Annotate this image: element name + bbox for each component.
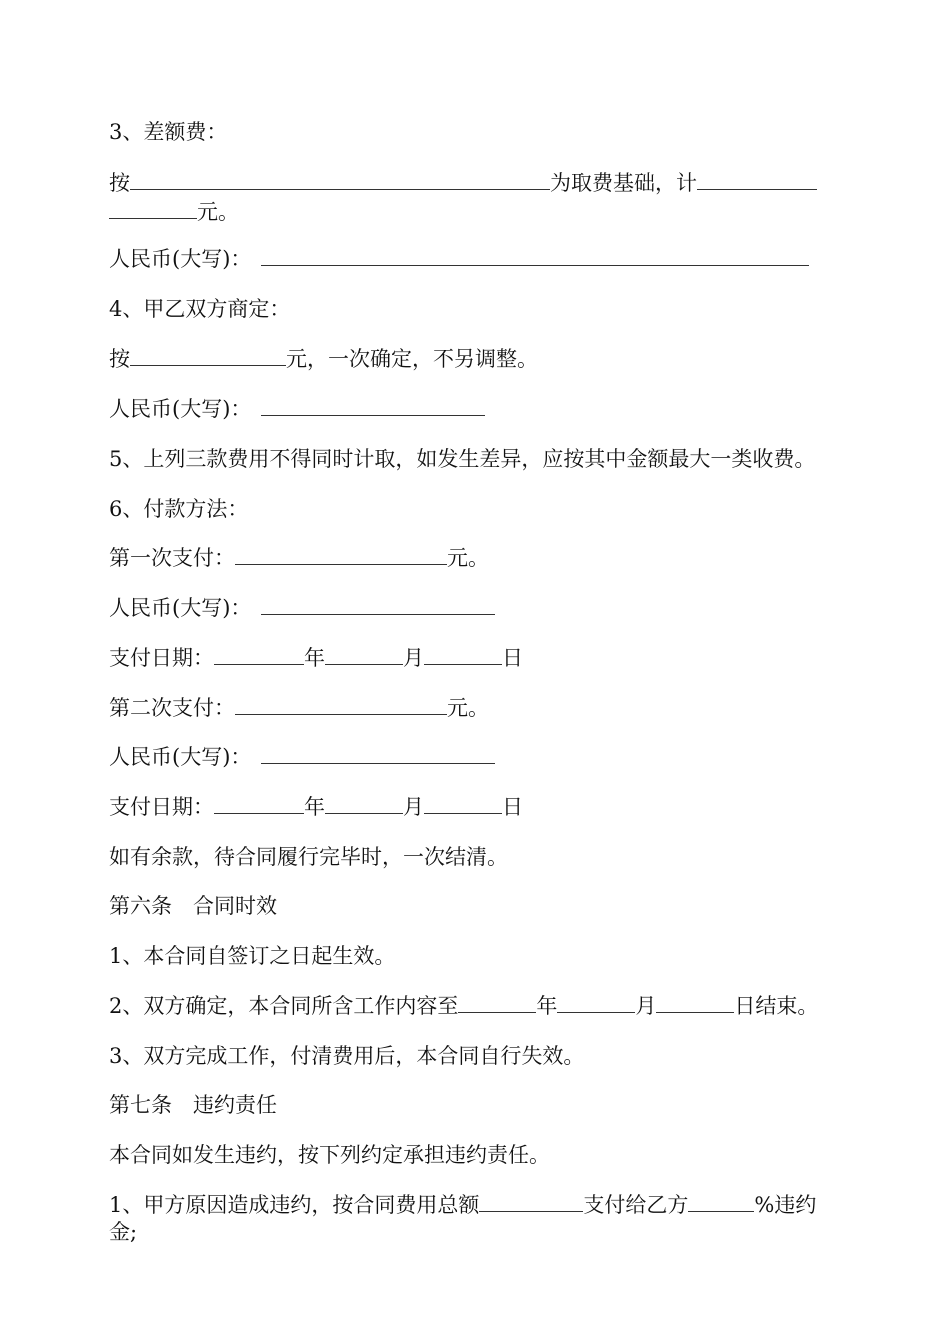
agreed-amount-line: 按 元，一次确定，不另调整。	[109, 347, 538, 371]
rmb-capital-line-4: 人民币(大写)：	[109, 744, 495, 770]
fee-amount-blank[interactable]	[697, 171, 817, 190]
difference-fee-basis-line: 按 为取费基础，计	[109, 170, 817, 196]
rmb-capital-blank-2[interactable]	[261, 397, 485, 416]
clause-agreement-heading: 4、甲乙双方商定：	[109, 297, 291, 321]
second-payment-line: 第二次支付： 元。	[109, 696, 489, 720]
first-payment-month-blank[interactable]	[325, 646, 403, 665]
end-day-blank[interactable]	[656, 994, 734, 1013]
second-payment-month-blank[interactable]	[325, 795, 403, 814]
penalty-percent-blank[interactable]	[688, 1193, 754, 1212]
end-year-blank[interactable]	[458, 994, 536, 1013]
first-payment-year-blank[interactable]	[214, 646, 304, 665]
article-six-heading: 第六条 合同时效	[109, 894, 277, 918]
remaining-balance-line: 如有余款，待合同履行完毕时，一次结清。	[109, 845, 508, 869]
second-payment-date-line: 支付日期： 年 月 日	[109, 795, 523, 819]
liability-intro: 本合同如发生违约，按下列约定承担违约责任。	[109, 1143, 550, 1167]
liability-clause-1: 1、甲方原因造成违约，按合同费用总额 支付给乙方 %违约	[109, 1193, 817, 1217]
rmb-capital-line-3: 人民币(大写)：	[109, 595, 495, 621]
second-payment-amount-blank[interactable]	[235, 696, 447, 715]
fee-amount-blank-continued[interactable]	[109, 200, 197, 219]
rmb-capital-line-1: 人民币(大写)：	[109, 246, 809, 272]
liability-clause-1-continued: 金;	[109, 1220, 138, 1244]
first-payment-line: 第一次支付： 元。	[109, 546, 489, 570]
clause-payment-method-heading: 6、付款方法：	[109, 497, 249, 521]
clause-no-combined-fees: 5、上列三款费用不得同时计取，如发生差异，应按其中金额最大一类收费。	[109, 447, 816, 471]
first-payment-amount-blank[interactable]	[235, 546, 447, 565]
second-payment-year-blank[interactable]	[214, 795, 304, 814]
first-payment-date-line: 支付日期： 年 月 日	[109, 646, 523, 670]
second-payment-day-blank[interactable]	[424, 795, 502, 814]
rmb-capital-blank-3[interactable]	[261, 596, 495, 615]
rmb-capital-blank-1[interactable]	[261, 247, 809, 266]
validity-clause-3: 3、双方完成工作，付清费用后，本合同自行失效。	[109, 1044, 585, 1068]
clause-difference-fee-heading: 3、差额费：	[109, 120, 228, 144]
rmb-capital-blank-4[interactable]	[261, 745, 495, 764]
difference-fee-amount-line: 元。	[109, 199, 239, 225]
first-payment-day-blank[interactable]	[424, 646, 502, 665]
total-fee-blank[interactable]	[479, 1193, 583, 1212]
rmb-capital-line-2: 人民币(大写)：	[109, 396, 485, 422]
agreed-amount-blank[interactable]	[130, 347, 286, 366]
end-month-blank[interactable]	[557, 994, 635, 1013]
article-seven-heading: 第七条 违约责任	[109, 1093, 277, 1117]
fee-basis-blank[interactable]	[130, 171, 550, 190]
validity-clause-2: 2、双方确定，本合同所含工作内容至 年 月 日结束。	[109, 994, 819, 1018]
validity-clause-1: 1、本合同自签订之日起生效。	[109, 944, 396, 968]
